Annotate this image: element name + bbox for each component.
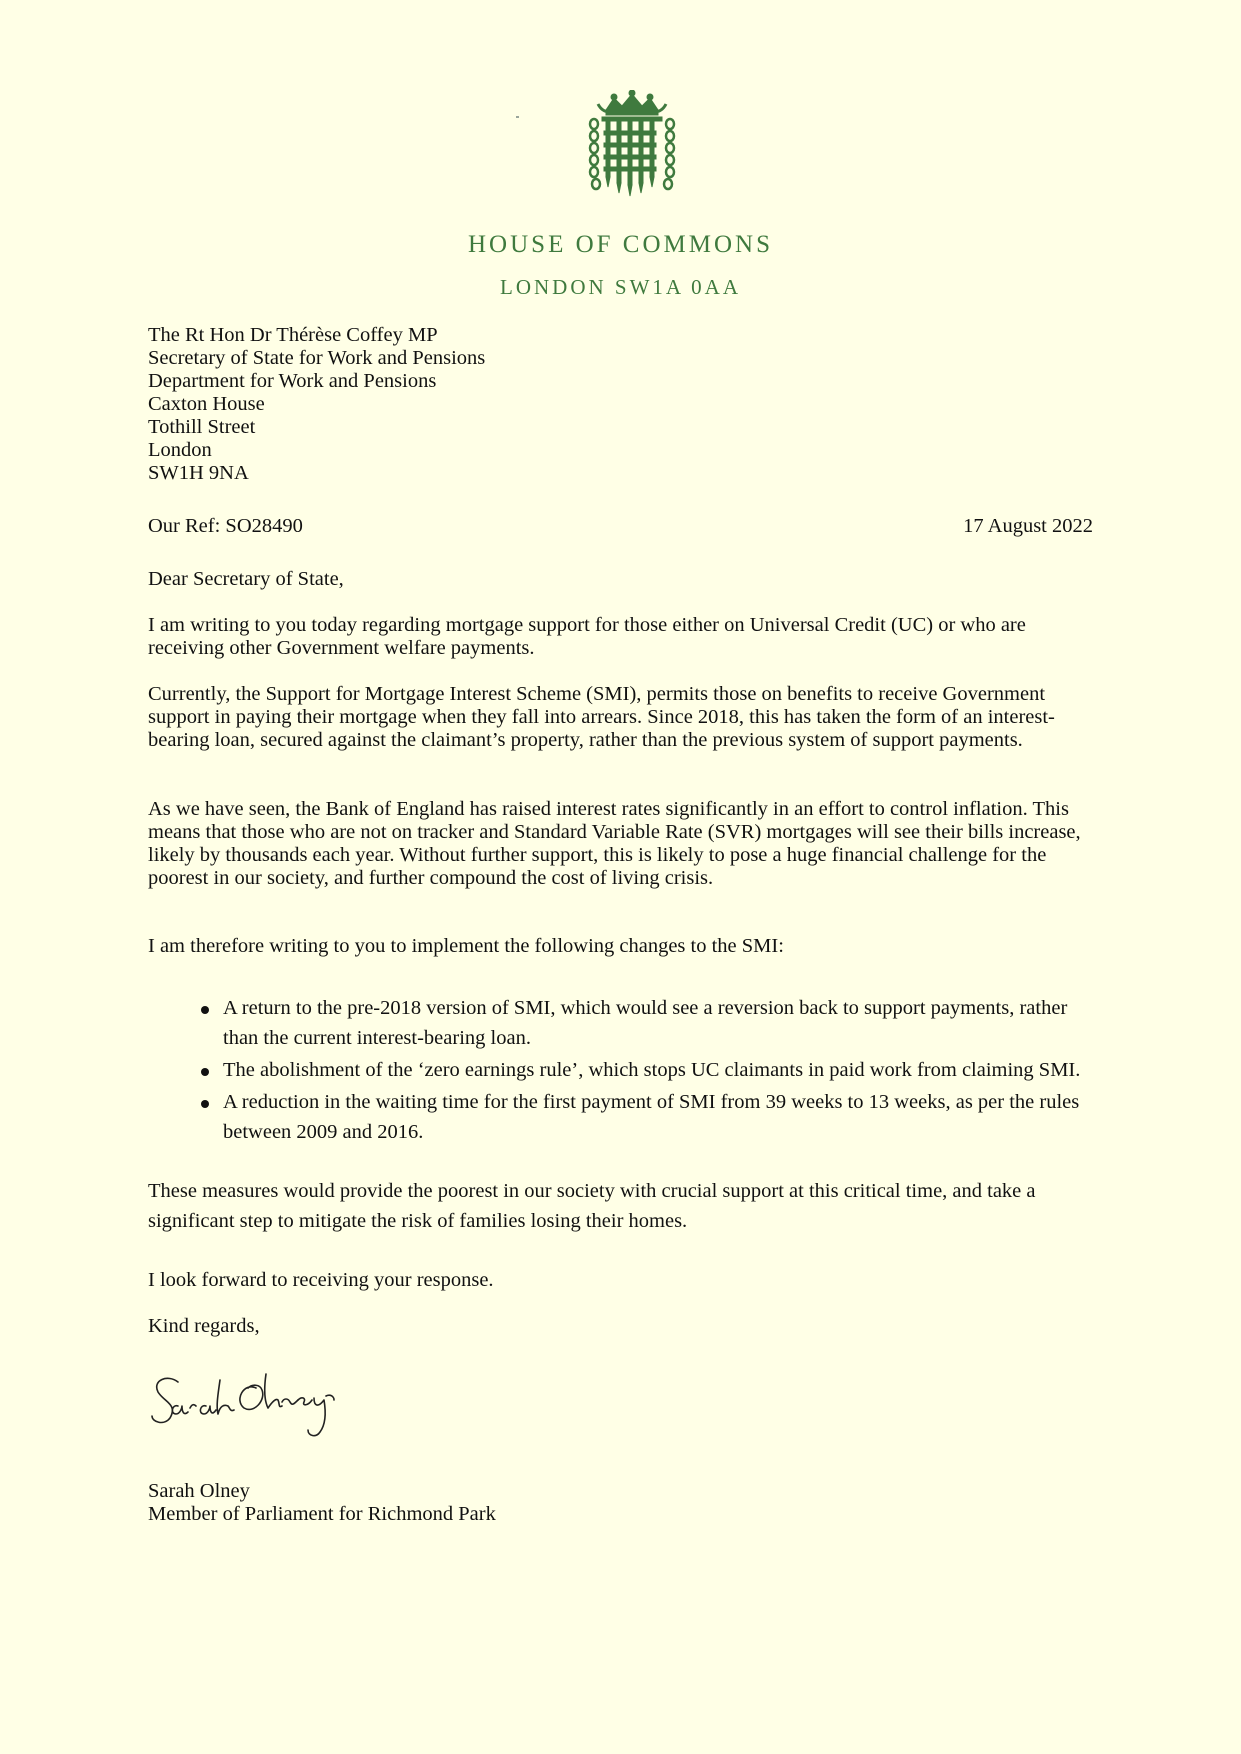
salutation: Dear Secretary of State, (148, 568, 344, 590)
reference-number: Our Ref: SO28490 (148, 515, 303, 537)
recipient-line: Caxton House (148, 393, 265, 415)
body-paragraph: As we have seen, the Bank of England has raised interest rates significantly in an effort to control inflation. This means that those who are not on tracker and Standard Variable Rate (SVR) mortgages will see their bills increase, likely by thousands each year. Without further support, this is likely to pose a huge financial challenge for the poorest in our society, and further compound the cost of living crisis. (148, 798, 1081, 889)
list-item-text: A return to the pre-2018 version of SMI, which would see a reversion back to support payments, rather than the current interest-bearing loan. (223, 997, 1068, 1049)
recipient-line: London (148, 439, 212, 461)
list-item (148, 1087, 1093, 1147)
list-item (148, 1055, 1093, 1085)
list-item-text: A reduction in the waiting time for the first payment of SMI from 39 weeks to 13 weeks, as per the rules between 2009 and 2016. (223, 1091, 1080, 1143)
letterhead-name: HOUSE OF COMMONS (468, 231, 773, 258)
list-item (148, 993, 1093, 1053)
recipient-line: SW1H 9NA (148, 462, 249, 484)
portcullis-icon (584, 90, 680, 202)
signature-text: Sarah Olney (148, 1448, 153, 1449)
conclusion-paragraph: These measures would provide the poorest in our society with crucial support at this critical time, and take a significant step to mitigate the risk of families losing their homes. (148, 1180, 1036, 1232)
sender-role: Member of Parliament for Richmond Park (148, 1503, 496, 1525)
letter-date: 17 August 2022 (963, 515, 1093, 537)
recipient-line: Secretary of State for Work and Pensions (148, 347, 486, 369)
change-list (148, 993, 1093, 1149)
recipient-line: The Rt Hon Dr Thérèse Coffey MP (148, 324, 438, 346)
recipient-line: Department for Work and Pensions (148, 370, 437, 392)
body-paragraph: I am writing to you today regarding mortgage support for those either on Universal Credit (UC) or who are receiving other Government welfare payments. (148, 614, 1026, 659)
bullet-icon (201, 1006, 209, 1014)
sender-name: Sarah Olney (148, 1480, 250, 1502)
stray-mark (516, 116, 519, 118)
body-paragraph: I am therefore writing to you to implement the following changes to the SMI: (148, 935, 784, 957)
closing-line: I look forward to receiving your response. (148, 1269, 494, 1291)
bullet-icon (201, 1068, 209, 1076)
list-item-text: The abolishment of the ‘zero earnings rule’, which stops UC claimants in paid work from claiming SMI. (223, 1059, 1081, 1081)
bullet-icon (201, 1100, 209, 1108)
recipient-line: Tothill Street (148, 416, 256, 438)
sign-off: Kind regards, (148, 1315, 260, 1337)
letterhead-address: LONDON SW1A 0AA (500, 275, 741, 299)
signature (148, 1360, 378, 1450)
reference-row (148, 514, 1093, 538)
body-paragraph: Currently, the Support for Mortgage Interest Scheme (SMI), permits those on benefits to receive Government support in paying their mortgage when they fall into arrears. Since 2018, this has taken the form of an interest-bearing loan, secured against the claimant’s property, rather than the previous system of support payments. (148, 683, 1055, 751)
recipient-address (148, 324, 1093, 485)
